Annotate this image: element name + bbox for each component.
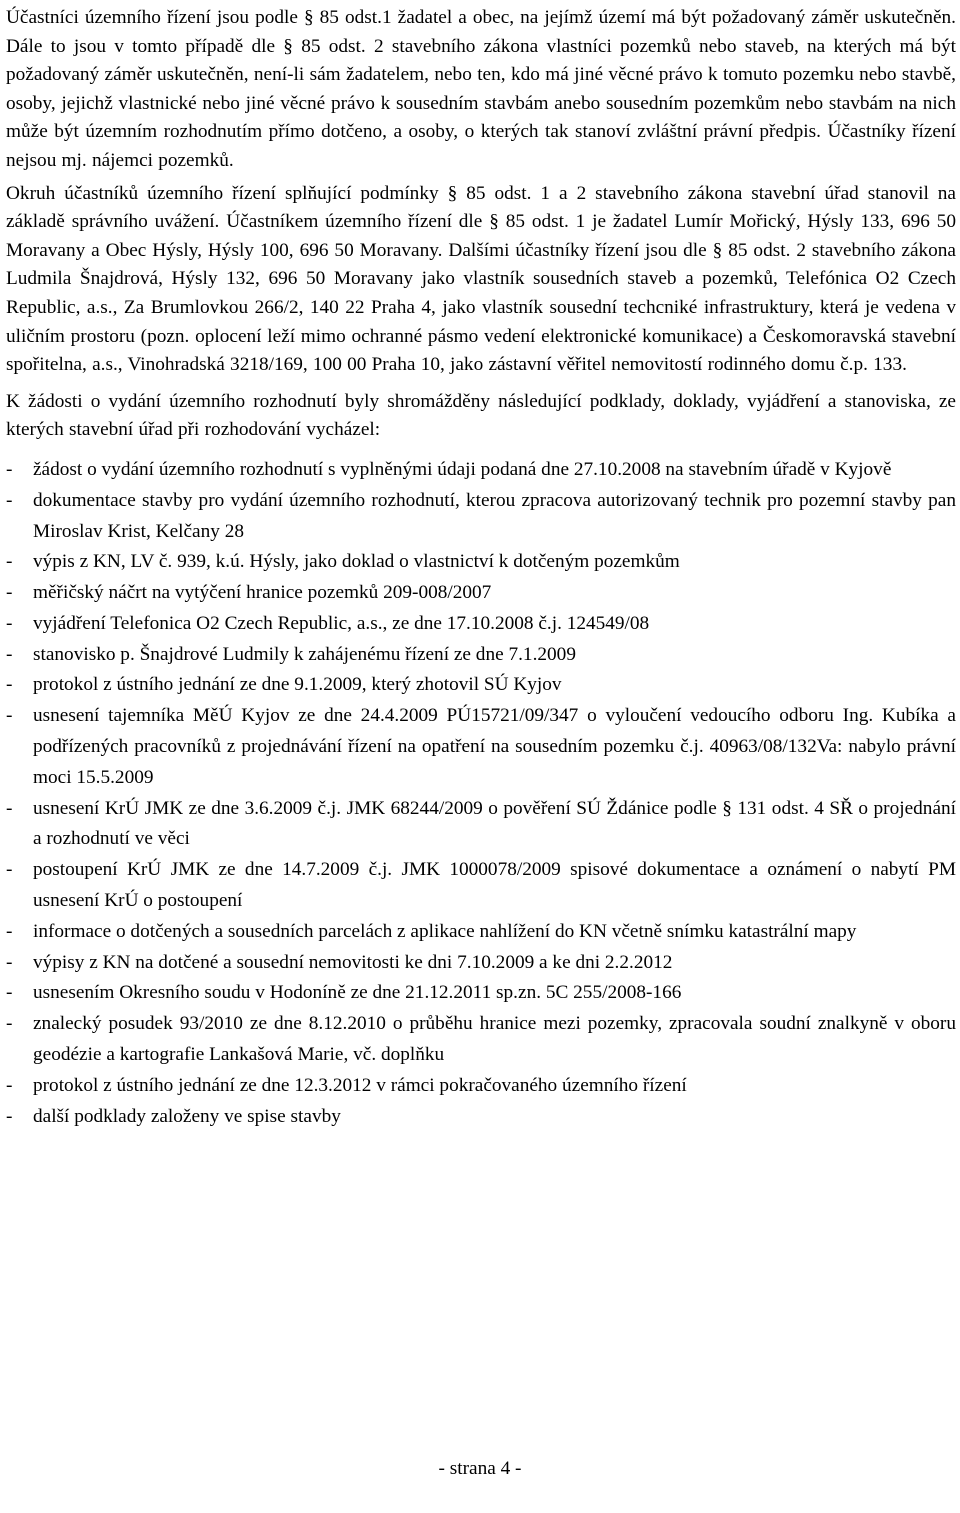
- paragraph-participants: Účastníci územního řízení jsou podle § 85 odst.1 žadatel a obec, na jejímž území má být požadovaný záměr uskutečněn. Dále to jsou v tomto případě dle § 85 odst. 2 stavebního zákona vlastníci pozemků nebo staveb, na kterých má být požadovaný záměr uskutečněn, není-li sám žadatelem, nebo ten, kdo má jiné věcné právo k tomuto pozemku nebo stavbě, osoby, jejichž vlastnické nebo jiné věcné právo k sousedním stavbám anebo sousedním pozemkům nebo stavbám na nich může být územním rozhodnutím přímo dotčeno, a osoby, o kterých tak stanoví zvláštní právní předpis. Účastníky řízení nejsou mj. nájemci pozemků.: [6, 7, 956, 171]
- documents-list: [6, 455, 956, 1133]
- list-item: [6, 917, 956, 948]
- list-item-text: postoupení KrÚ JMK ze dne 14.7.2009 č.j. JMK 1000078/2009 spisové dokumentace a oznámení o nabytí PM usnesení KrÚ o postoupení: [33, 859, 956, 912]
- list-item-text: další podklady založeny ve spise stavby: [33, 1105, 341, 1127]
- list-bullet: -: [6, 458, 13, 480]
- list-item-text: měřičský náčrt na vytýčení hranice pozemků 209-008/2007: [33, 582, 492, 604]
- list-item: [6, 547, 956, 578]
- page-number: - strana 4 -: [438, 1458, 522, 1479]
- list-item-text: usnesení KrÚ JMK ze dne 3.6.2009 č.j. JMK 68244/2009 o pověření SÚ Ždánice podle § 131 odst. 4 SŘ o projednání a rozhodnutí ve věci: [33, 797, 956, 850]
- list-item: [6, 455, 956, 486]
- list-bullet: -: [6, 797, 13, 819]
- list-item: [6, 1102, 956, 1133]
- list-item: [6, 1009, 956, 1071]
- list-item: [6, 1071, 956, 1102]
- list-item-text: výpisy z KN na dotčené a sousední nemovitosti ke dni 7.10.2009 a ke dni 2.2.2012: [33, 951, 673, 973]
- list-bullet: -: [6, 1105, 13, 1127]
- list-bullet: -: [6, 551, 13, 573]
- list-bullet: -: [6, 982, 13, 1004]
- list-item-text: protokol z ústního jednání ze dne 9.1.2009, který zhotovil SÚ Kyjov: [33, 674, 562, 696]
- list-bullet: -: [6, 674, 13, 696]
- list-item-text: dokumentace stavby pro vydání územního rozhodnutí, kterou zpracova autorizovaný technik pro pozemní stavby pan Miroslav Krist, Kelčany 28: [33, 489, 956, 542]
- list-item-text: znalecký posudek 93/2010 ze dne 8.12.2010 o průběhu hranice mezi pozemky, zpracovala soudní znalkyně v oboru geodézie a kartografie Lankašová Marie, vč. doplňku: [33, 1013, 956, 1066]
- list-item-text: informace o dotčených a sousedních parcelách z aplikace nahlížení do KN včetně snímku katastrální mapy: [33, 920, 857, 942]
- list-item: [6, 948, 956, 979]
- list-item: [6, 670, 956, 701]
- list-bullet: -: [6, 643, 13, 665]
- list-item: [6, 640, 956, 671]
- list-item: [6, 978, 956, 1009]
- list-item-text: výpis z KN, LV č. 939, k.ú. Hýsly, jako doklad o vlastnictví k dotčeným pozemkům: [33, 551, 680, 573]
- paragraph-documents-intro: K žádosti o vydání územního rozhodnutí byly shromážděny následující podklady, doklady, vyjádření a stanoviska, ze kterých stavební úřad při rozhodování vycházel:: [6, 390, 956, 441]
- paragraph-participant-scope: Okruh účastníků územního řízení splňující podmínky § 85 odst. 1 a 2 stavebního zákona stavební úřad stanovil na základě správního uvážení. Účastníkem územního řízení dle § 85 odst. 1 je žadatel Lumír Mořický, Hýsly 133, 696 50 Moravany a Obec Hýsly, Hýsly 100, 696 50 Moravany. Dalšími účastníky řízení jsou dle § 85 odst. 2 stavebního zákona Ludmila Šnajdrová, Hýsly 132, 696 50 Moravany jako vlastník sousedních staveb a pozemků, Telefónica O2 Czech Republic, a.s., Za Brumlovkou 266/2, 140 22 Praha 4, jako vlastník sousední techcniké infrastruktury, která je vedena v uličním prostoru (pozn. oplocení leží mimo ochranné pásmo vedení elektronické komunikace) a Českomoravská stavební spořitelna, a.s., Vinohradská 3218/169, 100 00 Praha 10, jako zástavní věřitel nemovitostí rodinného domu č.p. 133.: [6, 182, 956, 376]
- list-bullet: -: [6, 612, 13, 634]
- list-bullet: -: [6, 489, 13, 511]
- list-bullet: -: [6, 859, 13, 881]
- list-item-text: usnesení tajemníka MěÚ Kyjov ze dne 24.4.2009 PÚ15721/09/347 o vyloučení vedoucího odboru Ing. Kubíka a podřízených pracovníků z projednávání řízení na opatření na sousedním pozemku č.j. 40963/08/132Va: nabylo právní moci 15.5.2009: [33, 705, 956, 788]
- list-bullet: -: [6, 951, 13, 973]
- list-item-text: žádost o vydání územního rozhodnutí s vyplněnými údaji podaná dne 27.10.2008 na stavebním úřadě v Kyjově: [33, 458, 892, 480]
- list-bullet: -: [6, 582, 13, 604]
- list-item-text: vyjádření Telefonica O2 Czech Republic, a.s., ze dne 17.10.2008 č.j. 124549/08: [33, 612, 650, 634]
- list-bullet: -: [6, 705, 13, 727]
- list-bullet: -: [6, 1013, 13, 1035]
- list-item-text: protokol z ústního jednání ze dne 12.3.2012 v rámci pokračovaného územního řízení: [33, 1074, 687, 1096]
- list-item: [6, 486, 956, 548]
- document-page: [6, 0, 956, 1132]
- list-item: [6, 609, 956, 640]
- list-item-text: stanovisko p. Šnajdrové Ludmily k zahájenému řízení ze dne 7.1.2009: [33, 643, 576, 665]
- list-item: [6, 855, 956, 917]
- list-bullet: -: [6, 920, 13, 942]
- list-item: [6, 794, 956, 856]
- list-item-text: usnesením Okresního soudu v Hodoníně ze dne 21.12.2011 sp.zn. 5C 255/2008-166: [33, 982, 682, 1004]
- list-bullet: -: [6, 1074, 13, 1096]
- list-item: [6, 578, 956, 609]
- list-item: [6, 701, 956, 793]
